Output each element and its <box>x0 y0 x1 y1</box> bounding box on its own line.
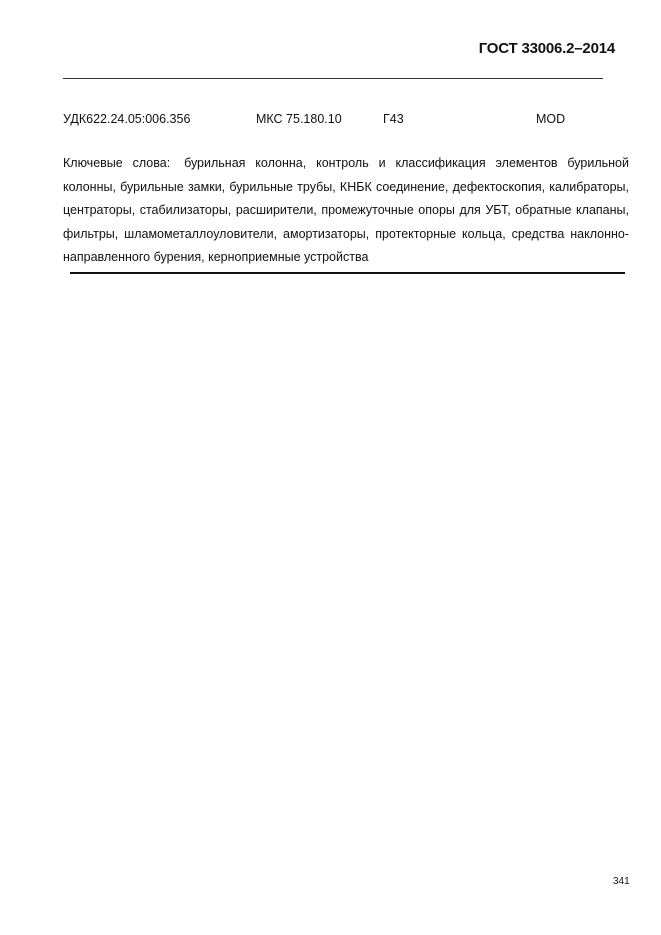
keywords-paragraph <box>63 152 629 270</box>
classification-codes-row <box>63 112 603 130</box>
header-divider <box>63 78 603 79</box>
bottom-divider <box>70 272 625 274</box>
mks-code: МКС 75.180.10 <box>256 112 342 126</box>
document-standard-header: ГОСТ 33006.2–2014 <box>478 40 615 57</box>
group-code: Г43 <box>383 112 404 126</box>
keywords-label: Ключевые слова: <box>63 156 171 170</box>
keywords-text: бурильная колонна, контроль и классификация элементов бурильной колонны, бурильные замки, бурильные трубы, КНБК соединение, дефектоскопия, калибраторы, центраторы, стабилизаторы, расширители, промежуточные опоры для УБТ, обратные клапаны, фильтры, шламометаллоуловители, амортизаторы, протекторные кольца, средства наклонно-направленного бурения, керноприемные устройства <box>63 156 629 264</box>
page-number: 341 <box>613 876 630 887</box>
modification-code: MOD <box>536 112 566 126</box>
udk-code: УДК622.24.05:006.356 <box>63 112 191 126</box>
